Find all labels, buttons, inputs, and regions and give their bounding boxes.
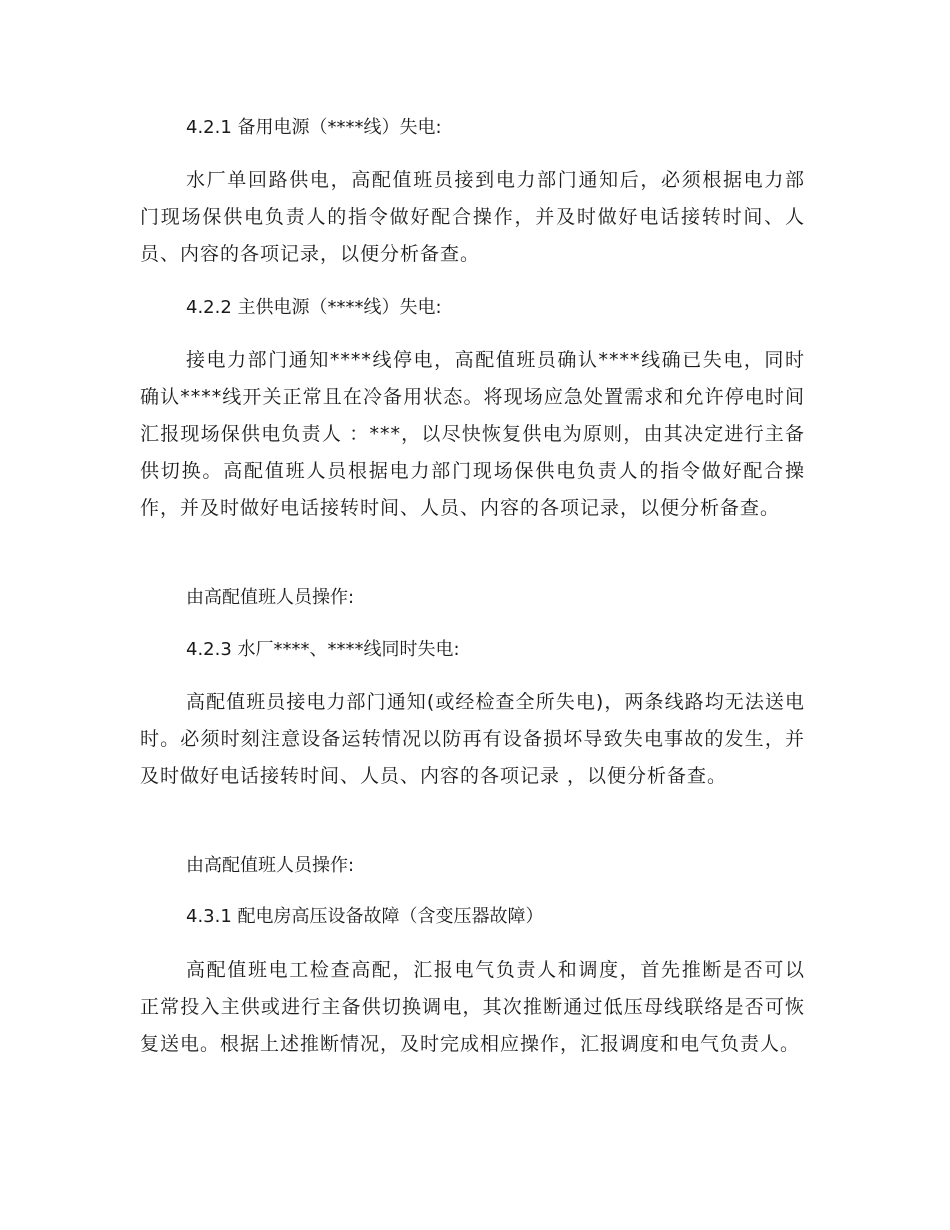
- paragraph-4-2-3: 高配值班员接电力部门通知(或经检查全所失电)，两条线路均无法送电时。必须时刻注意设备运转情况以防再有设备损坏导致失电事故的发生，并及时做好电话接转时间、人员、内容的各项记录 ，以便分析备查。: [140, 691, 805, 787]
- operator-note-2: 由高配值班人员操作:: [186, 855, 355, 876]
- paragraph-4-2-2: 接电力部门通知****线停电，高配值班员确认****线确已失电，同时确认****线开关正常且在冷备用状态。将现场应急处置需求和允许停电时间汇报现场保供电负责人 ：***，以尽快恢复供电为原则，由其决定进行主备供切换。高配值班人员根据电力部门现场保供电负责人的指令做好配合操作，并及时做好电话接转时间、人员、内容的各项记录，以便分析备查。: [140, 349, 805, 519]
- section-heading-4-2-3: 4.2.3 水厂****、****线同时失电:: [186, 639, 460, 660]
- section-heading-4-2-1: 4.2.1 备用电源（****线）失电:: [186, 117, 442, 138]
- paragraph-4-3-1: 高配值班电工检查高配，汇报电气负责人和调度，首先推断是否可以正常投入主供或进行主备供切换调电，其次推断通过低压母线联络是否可恢复送电。根据上述推断情况，及时完成相应操作，汇报调度和电气负责人。: [140, 959, 805, 1055]
- operator-note-1: 由高配值班人员操作:: [186, 587, 355, 608]
- paragraph-4-2-1: 水厂单回路供电，高配值班员接到电力部门通知后，必须根据电力部门现场保供电负责人的指令做好配合操作，并及时做好电话接转时间、人员、内容的各项记录，以便分析备查。: [140, 169, 805, 265]
- section-heading-4-2-2: 4.2.2 主供电源（****线）失电:: [186, 297, 442, 318]
- section-heading-4-3-1: 4.3.1 配电房高压设备故障（含变压器故障）: [186, 906, 544, 927]
